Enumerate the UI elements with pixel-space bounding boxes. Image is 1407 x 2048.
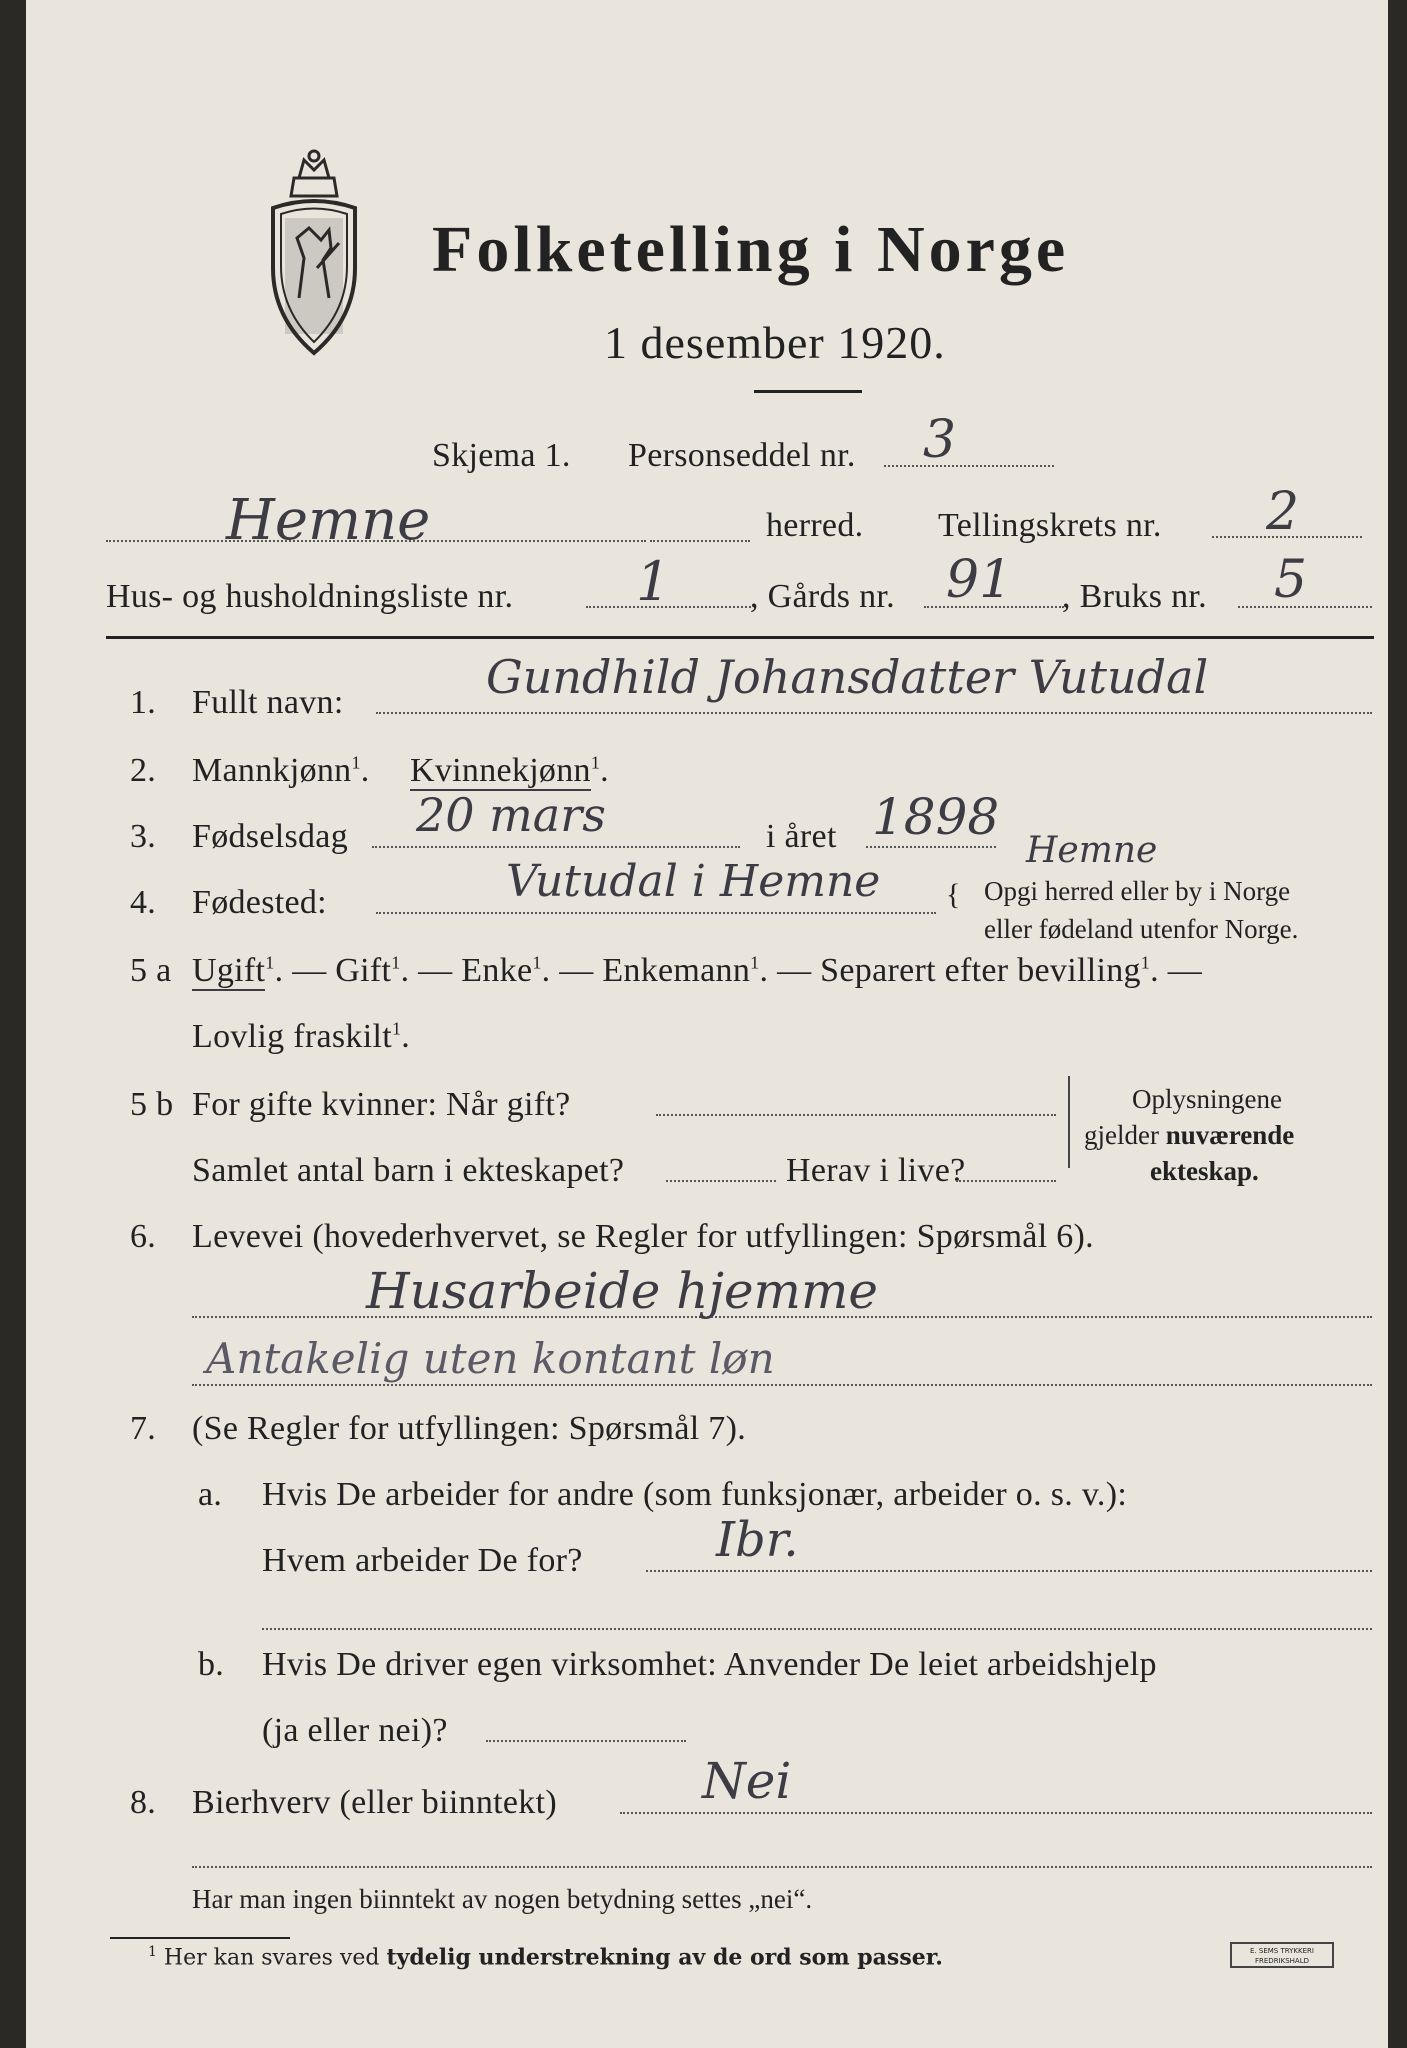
q7a-line-2 <box>262 1628 1372 1630</box>
q2-number: 2. <box>130 752 157 789</box>
printer-stamp <box>1230 1942 1334 1968</box>
skjema-label: Skjema 1. <box>432 437 571 474</box>
q7b-label: Hvis De driver egen virksomhet: Anvender De leiet arbeidshjelp <box>262 1646 1157 1683</box>
q2-kvinnekjonn-label: Kvinnekjønn <box>410 752 591 789</box>
q4-note-2: eller fødeland utenfor Norge. <box>984 914 1299 944</box>
q4-brace: { <box>946 878 961 911</box>
printer-stamp-line-2: FREDRIKSHALD <box>1254 1957 1309 1965</box>
herred-line-2 <box>650 540 750 542</box>
footnote-mark: 1 <box>590 752 601 773</box>
bruks-label: , Bruks nr. <box>1062 578 1207 615</box>
q5b-note-2 <box>1084 1120 1294 1151</box>
personseddel-line <box>884 465 1054 467</box>
q6-value-1: Husarbeide hjemme <box>366 1262 878 1320</box>
herred-value: Hemne <box>226 488 431 553</box>
q3-value: 20 mars <box>416 788 606 842</box>
q5a-options: Ugift$^1$. — Gift$^1$. — Enke$^1$. — Enkemann$^1$. — Separert efter bevilling$^1$. — <box>192 952 1203 989</box>
husliste-label: Hus- og husholdningsliste nr. <box>106 578 514 615</box>
q1-line <box>376 712 1372 714</box>
title-divider <box>754 390 862 393</box>
q5a-option-enkemann[interactable]: Enkemann <box>602 952 751 989</box>
q8-label: Bierhverv (eller biinntekt) <box>192 1784 557 1821</box>
footnote <box>148 1944 943 1970</box>
q2-option-kvinnekjonn[interactable]: Kvinnekjønn$^1$. <box>410 752 609 789</box>
q3-line <box>372 846 740 848</box>
q7a-value: Ibr. <box>716 1512 799 1568</box>
q2-option-mannkjonn[interactable]: Mannkjønn$^1$. <box>192 752 370 789</box>
footnote-mark: 1 <box>265 952 275 973</box>
gards-value: 91 <box>946 550 1013 610</box>
tellingskrets-label: Tellingskrets nr. <box>938 507 1162 544</box>
printer-stamp-line-1: E. SEMS TRYKKERI <box>1250 1947 1314 1955</box>
q5b-note-2-b: nuværende <box>1165 1120 1295 1150</box>
footnote-mark: 1 <box>391 952 401 973</box>
q4-label: Fødested: <box>192 884 327 921</box>
q7a-label2: Hvem arbeider De for? <box>262 1542 583 1579</box>
q5b-barn-label: Samlet antal barn i ekteskapet? <box>192 1152 625 1189</box>
q3-year-value: 1898 <box>872 788 1000 846</box>
q6-value-2: Antakelig uten kontant løn <box>206 1334 775 1383</box>
q4-value: Vutudal i Hemne <box>506 856 881 907</box>
q4-number: 4. <box>130 884 157 921</box>
q7a-letter: a. <box>198 1476 223 1513</box>
q5b-note-3: ekteskap. <box>1150 1156 1259 1186</box>
footnote-mark: 1 <box>1140 952 1151 973</box>
footnote-number: 1 <box>148 1944 157 1960</box>
personseddel-value: 3 <box>923 410 957 470</box>
q5a-line2[interactable]: Lovlig fraskilt$^1$. <box>192 1018 411 1055</box>
footnote-rule <box>110 1937 290 1939</box>
footnote-mark: 1 <box>391 1018 402 1039</box>
q5a-option-gift[interactable]: Gift <box>335 952 392 989</box>
q7-label: (Se Regler for utfyllingen: Spørsmål 7). <box>192 1410 747 1447</box>
q1-value: Gundhild Johansdatter Vutudal <box>486 650 1209 704</box>
q5a-option-fraskilt: Lovlig fraskilt <box>192 1018 392 1055</box>
husliste-value: 1 <box>636 550 671 613</box>
q3-number: 3. <box>130 818 157 855</box>
footnote-mark: 1 <box>750 952 760 973</box>
q5b-line <box>656 1114 1056 1116</box>
q7a-line <box>646 1570 1372 1572</box>
bruks-value: 5 <box>1274 550 1308 610</box>
q1-number: 1. <box>130 684 157 721</box>
q8-note: Har man ingen biinntekt av nogen betydning settes „nei“. <box>192 1884 813 1914</box>
q6-label: Levevei (hovederhvervet, se Regler for utfyllingen: Spørsmål 6). <box>192 1218 1094 1255</box>
form-title: Folketelling i Norge <box>432 213 1070 286</box>
personseddel-label: Personseddel nr. <box>628 437 856 474</box>
q8-line-2 <box>192 1866 1372 1868</box>
q5b-note-2-a: gjelder <box>1084 1120 1159 1150</box>
footnote-text-a: Her kan svares ved <box>163 1945 387 1971</box>
q7a-label: Hvis De arbeider for andre (som funksjonær, arbeider o. s. v.): <box>262 1476 1128 1513</box>
q3-year-label: i året <box>766 818 837 855</box>
q5a-option-enke[interactable]: Enke <box>461 952 533 989</box>
footnote-mark: 1 <box>351 752 361 773</box>
q7b-line <box>486 1740 686 1742</box>
q5b-bracket <box>1068 1076 1070 1168</box>
q5b-live-label: Herav i live? <box>786 1152 966 1189</box>
q8-number: 8. <box>130 1784 157 1821</box>
q4-line <box>376 912 936 914</box>
q7b-label2: (ja eller nei)? <box>262 1712 448 1749</box>
q7-number: 7. <box>130 1410 157 1447</box>
q5b-live-line <box>956 1180 1056 1182</box>
section-divider <box>106 636 1374 639</box>
q1-label: Fullt navn: <box>192 684 344 721</box>
q4-value-above: Hemne <box>1026 830 1158 871</box>
footnote-mark: 1 <box>532 952 542 973</box>
q5a-option-separert[interactable]: Separert efter bevilling <box>820 952 1141 989</box>
q4-note-1: Opgi herred eller by i Norge <box>984 876 1291 906</box>
q5b-note-1: Oplysningene <box>1132 1084 1282 1114</box>
tellingskrets-value: 2 <box>1266 482 1300 542</box>
q5a-number: 5 a <box>130 952 172 989</box>
form-date: 1 desember 1920. <box>604 317 946 368</box>
gards-label: , Gårds nr. <box>750 578 895 615</box>
q5b-number: 5 b <box>130 1086 174 1123</box>
herred-label: herred. <box>766 507 864 544</box>
q8-line <box>620 1812 1372 1814</box>
q7b-letter: b. <box>198 1646 225 1683</box>
q5b-label: For gifte kvinner: Når gift? <box>192 1086 571 1123</box>
q6-number: 6. <box>130 1218 157 1255</box>
footnote-text-b: tydelig understrekning av de ord som passer. <box>386 1944 943 1971</box>
q5b-barn-line <box>666 1180 776 1182</box>
q6-line-2 <box>192 1384 1372 1386</box>
norway-coat-of-arms-icon <box>259 148 369 358</box>
census-form-page <box>26 0 1388 2048</box>
q5a-option-ugift[interactable]: Ugift <box>192 952 266 989</box>
q3-label: Fødselsdag <box>192 818 348 855</box>
q3-year-line <box>866 846 996 848</box>
q2-mannkjonn-label: Mannkjønn <box>192 752 352 789</box>
q8-value: Nei <box>702 1752 792 1810</box>
